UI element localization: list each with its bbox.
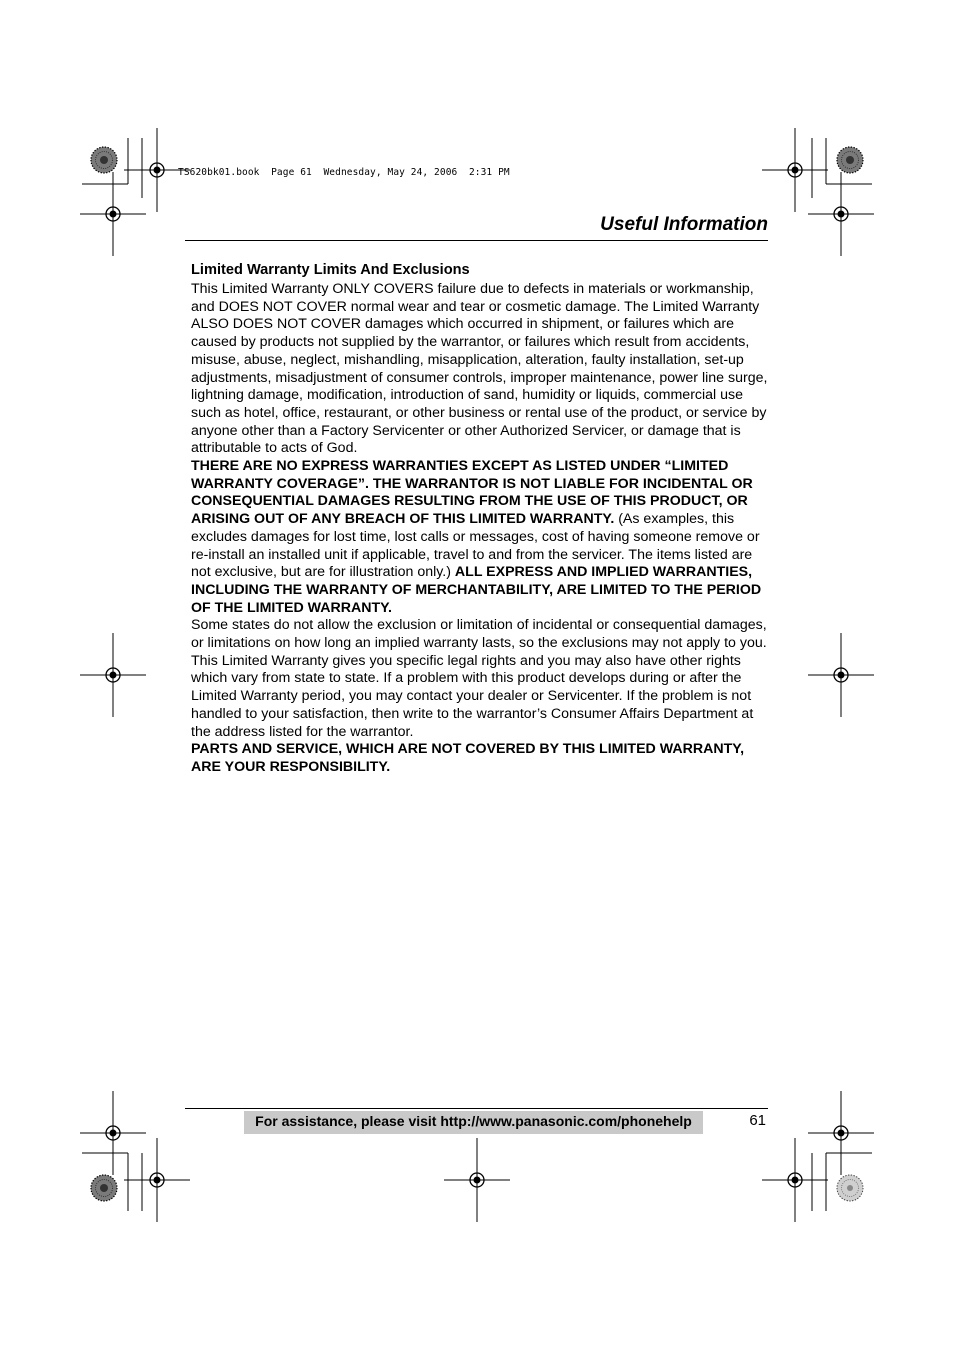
footer-rule xyxy=(185,1108,768,1109)
bottom-left-rosette-icon xyxy=(91,1175,117,1201)
bottom-right-registration-icon xyxy=(762,1138,828,1222)
state-exclusions-paragraph: Some states do not allow the exclusion or limitation of incidental or consequential damages, or limitations on how long an implied warranty lasts, so the exclusions may not apply to you. xyxy=(191,617,767,652)
implied-warranties-text: ALL EXPRESS AND IMPLIED WARRANTIES, INCLUDING THE WARRANTY OF MERCHANTABILITY, ARE LIMITED TO THE PERIOD OF THE LIMITED WARRANTY. xyxy=(191,564,762,616)
legal-rights-paragraph: This Limited Warranty gives you specific legal rights and you may also have other rights which vary from state to state. If a problem with this product develops during or after the Limited Warranty period, you may contact your dealer or Servicenter. If the problem is not handled to your satisfaction, then write to the warrantor’s Consumer Affairs Department at the address listed for the warrantor. xyxy=(191,652,754,740)
warranty-disclaimer-paragraph xyxy=(191,458,771,617)
bottom-center-registration-icon xyxy=(444,1138,510,1222)
warranty-exclusions-paragraph: This Limited Warranty ONLY COVERS failure due to defects in materials or workmanship, and DOES NOT COVER normal wear and tear or cosmetic damage. The Limited Warranty ALSO DOES NOT COVER damages which occurred in shipment, or failures which are caused by products not supplied by the warrantor, or failures which result from accidents, misuse, abuse, neglect, mishandling, misapplication, alteration, faulty installation, set-up adjustments, misadjustment of consumer controls, improper maintenance, power line surge, lightning damage, modification, introduction of sand, humidity or liquids, commercial use such as hotel, office, restaurant, or other business or rental use of the product, or service by anyone other than a Factory Servicenter or other Authorized Servicer, or damage that is attributable to acts of God. xyxy=(191,281,768,457)
bottom-right-side-registration-icon xyxy=(808,1091,874,1175)
warranty-section xyxy=(191,261,771,777)
bottom-left-side-registration-icon xyxy=(80,1091,146,1175)
responsibility-paragraph: PARTS AND SERVICE, WHICH ARE NOT COVERED BY THIS LIMITED WARRANTY, ARE YOUR RESPONSIBILITY. xyxy=(191,741,745,775)
warranty-heading: Limited Warranty Limits And Exclusions xyxy=(191,262,470,278)
left-middle-registration-icon xyxy=(80,633,146,717)
page-number: 61 xyxy=(749,1112,766,1129)
top-right-rosette-icon xyxy=(837,147,863,173)
section-title: Useful Information xyxy=(600,214,768,235)
print-info-line: TS620bk01.book Page 61 Wednesday, May 24, 2006 2:31 PM xyxy=(178,167,510,178)
examples-text: (As examples, this excludes damages for lost time, lost calls or messages, cost of having someone remove or re-install an installed unit if applicable, travel to and from the servicer. The items listed are not exclusive, but are for illustration only.) xyxy=(191,511,760,581)
top-left-rosette-icon xyxy=(91,147,117,173)
header-rule xyxy=(185,240,768,241)
bottom-left-registration-icon xyxy=(124,1138,190,1222)
right-middle-registration-icon xyxy=(808,633,874,717)
assistance-banner: For assistance, please visit http://www.panasonic.com/phonehelp xyxy=(244,1111,703,1134)
top-right-side-registration-icon xyxy=(808,172,874,256)
bottom-right-rosette-icon xyxy=(837,1175,863,1201)
no-express-warranties-text: THERE ARE NO EXPRESS WARRANTIES EXCEPT AS LISTED UNDER “LIMITED WARRANTY COVERAGE”. THE WARRANTOR IS NOT LIABLE FOR INCIDENTAL OR CONSEQUENTIAL DAMAGES RESULTING FROM THE USE OF THIS PRODUCT, OR ARISING OUT OF ANY BREACH OF THIS LIMITED WARRANTY. xyxy=(191,458,753,528)
top-right-registration-icon xyxy=(762,128,828,212)
top-left-side-registration-icon xyxy=(80,172,146,256)
